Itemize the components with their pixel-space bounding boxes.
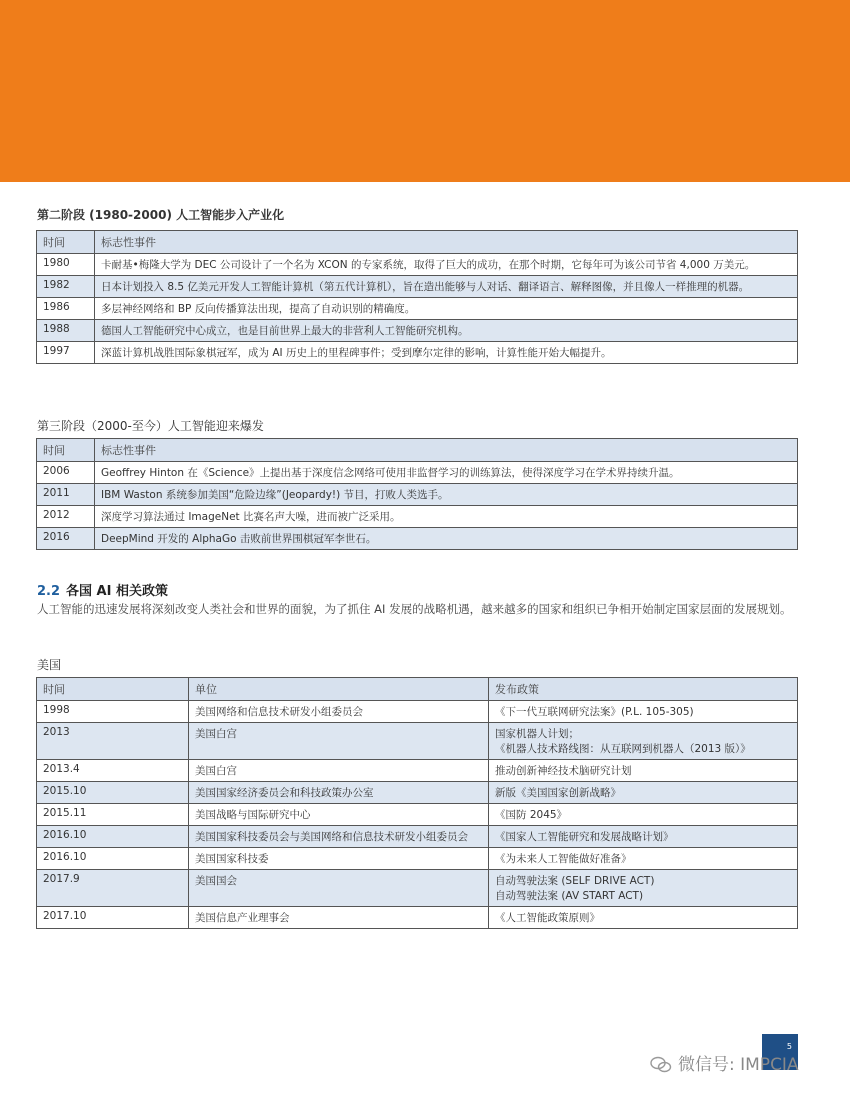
stage3-title: 第三阶段（2000-至今）人工智能迎来爆发	[37, 419, 264, 433]
wechat-watermark	[650, 1050, 799, 1075]
cell-date: 2017.9	[37, 870, 189, 907]
cell-organization: 美国国家科技委	[189, 848, 489, 870]
cell-event: 推动创新神经技术脑研究计划	[489, 760, 798, 782]
orange-header-banner	[0, 0, 850, 182]
column-header: 标志性事件	[95, 231, 798, 254]
cell-organization: 美国国家经济委员会和科技政策办公室	[189, 782, 489, 804]
cell-organization: 美国战略与国际研究中心	[189, 804, 489, 826]
table-row	[37, 462, 798, 484]
cell-date: 1997	[37, 342, 95, 364]
cell-date: 1986	[37, 298, 95, 320]
table-row	[37, 723, 798, 760]
cell-event: 卡耐基•梅隆大学为 DEC 公司设计了一个名为 XCON 的专家系统，取得了巨大的成功，在那个时期，它每年可为该公司节省 4,000 万美元。	[95, 254, 798, 276]
cell-organization: 美国国会	[189, 870, 489, 907]
cell-date: 2006	[37, 462, 95, 484]
stage3-table	[36, 438, 798, 550]
page-number: 5	[786, 1042, 792, 1051]
table-row	[37, 298, 798, 320]
column-header: 单位	[189, 678, 489, 701]
column-header: 时间	[37, 439, 95, 462]
cell-date: 1988	[37, 320, 95, 342]
table-row	[37, 506, 798, 528]
cell-organization: 美国国家科技委员会与美国网络和信息技术研发小组委员会	[189, 826, 489, 848]
table-row	[37, 528, 798, 550]
cell-date: 2012	[37, 506, 95, 528]
cell-event: 德国人工智能研究中心成立，也是目前世界上最大的非营利人工智能研究机构。	[95, 320, 798, 342]
cell-date: 2013.4	[37, 760, 189, 782]
table-row	[37, 782, 798, 804]
cell-event: 深蓝计算机战胜国际象棋冠军，成为 AI 历史上的里程碑事件；受到摩尔定律的影响，计算性能开始大幅提升。	[95, 342, 798, 364]
cell-event: 深度学习算法通过 ImageNet 比赛名声大噪，进而被广泛采用。	[95, 506, 798, 528]
cell-organization: 美国网络和信息技术研发小组委员会	[189, 701, 489, 723]
usa-title: 美国	[37, 658, 62, 672]
stage2-table	[36, 230, 798, 364]
cell-event: Geoffrey Hinton 在《Science》上提出基于深度信念网络可使用非监督学习的训练算法，使得深度学习在学术界持续升温。	[95, 462, 798, 484]
cell-organization: 美国信息产业理事会	[189, 907, 489, 929]
table-row	[37, 254, 798, 276]
column-header: 时间	[37, 678, 189, 701]
cell-date: 2011	[37, 484, 95, 506]
cell-event: 新版《美国国家创新战略》	[489, 782, 798, 804]
section-intro: 人工智能的迅速发展将深刻改变人类社会和世界的面貌，为了抓住 AI 发展的战略机遇，越来越多的国家和组织已争相开始制定国家层面的发展规划。	[37, 602, 792, 616]
cell-event: 《下一代互联网研究法案》(P.L. 105-305)	[489, 701, 798, 723]
table-row	[37, 760, 798, 782]
cell-event: 《人工智能政策原则》	[489, 907, 798, 929]
cell-organization: 美国白宫	[189, 760, 489, 782]
table-row	[37, 826, 798, 848]
usa-policy-table	[36, 677, 798, 929]
table-row	[37, 870, 798, 907]
section-title: 各国 AI 相关政策	[66, 584, 168, 599]
table-row	[37, 276, 798, 298]
table-row	[37, 342, 798, 364]
table-row	[37, 907, 798, 929]
table-header-row	[37, 439, 798, 462]
table-row	[37, 848, 798, 870]
cell-event: 《国防 2045》	[489, 804, 798, 826]
cell-event: 《国家人工智能研究和发展战略计划》	[489, 826, 798, 848]
cell-date: 1998	[37, 701, 189, 723]
table-row	[37, 804, 798, 826]
cell-date: 1982	[37, 276, 95, 298]
cell-date: 2013	[37, 723, 189, 760]
table-row	[37, 484, 798, 506]
cell-date: 1980	[37, 254, 95, 276]
cell-event: IBM Waston 系统参加美国“危险边缘”(Jeopardy!) 节目，打败人类选手。	[95, 484, 798, 506]
cell-organization: 美国白宫	[189, 723, 489, 760]
cell-date: 2016.10	[37, 826, 189, 848]
section-number: 2.2	[37, 584, 61, 599]
table-header-row	[37, 231, 798, 254]
cell-date: 2015.10	[37, 782, 189, 804]
column-header: 标志性事件	[95, 439, 798, 462]
cell-event: 国家机器人计划； 《机器人技术路线图：从互联网到机器人（2013 版）》	[489, 723, 798, 760]
cell-event: 《为未来人工智能做好准备》	[489, 848, 798, 870]
cell-date: 2016.10	[37, 848, 189, 870]
wechat-icon	[650, 1056, 672, 1074]
section-heading	[37, 580, 168, 599]
watermark-text: 微信号: IMPCIA	[678, 1055, 799, 1075]
stage2-title: 第二阶段 (1980-2000) 人工智能步入产业化	[37, 208, 285, 222]
table-row	[37, 701, 798, 723]
cell-date: 2017.10	[37, 907, 189, 929]
table-header-row	[37, 678, 798, 701]
cell-event: DeepMind 开发的 AlphaGo 击败前世界围棋冠军李世石。	[95, 528, 798, 550]
cell-date: 2016	[37, 528, 95, 550]
cell-date: 2015.11	[37, 804, 189, 826]
cell-event: 多层神经网络和 BP 反向传播算法出现，提高了自动识别的精确度。	[95, 298, 798, 320]
table-row	[37, 320, 798, 342]
cell-event: 自动驾驶法案 (SELF DRIVE ACT) 自动驾驶法案 (AV START ACT)	[489, 870, 798, 907]
column-header: 时间	[37, 231, 95, 254]
cell-event: 日本计划投入 8.5 亿美元开发人工智能计算机（第五代计算机），旨在造出能够与人对话、翻译语言、解释图像，并且像人一样推理的机器。	[95, 276, 798, 298]
column-header: 发布政策	[489, 678, 798, 701]
